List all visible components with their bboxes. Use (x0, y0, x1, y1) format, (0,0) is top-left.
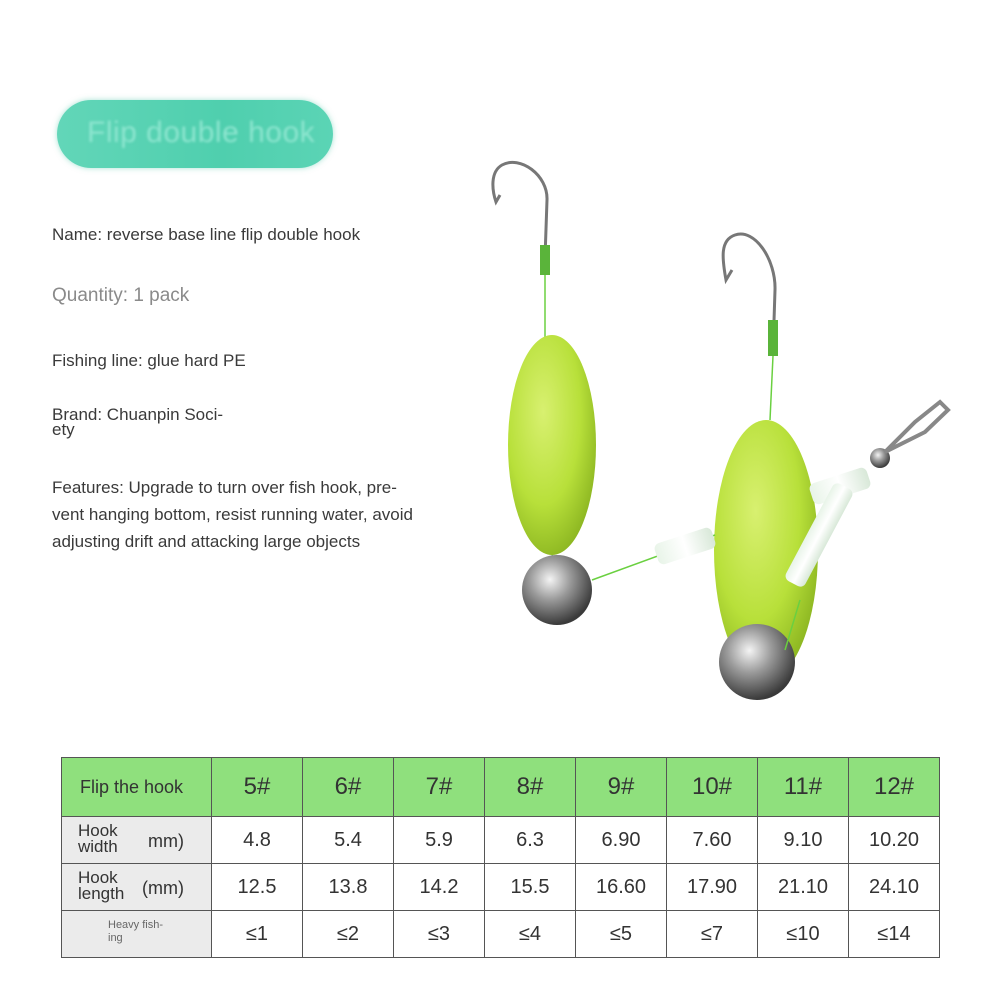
hook-length-label (62, 864, 212, 911)
table-cell: 7.60 (667, 817, 758, 864)
brand-line-1: Brand: Chuanpin Soci- (52, 405, 224, 424)
table-cell: 10.20 (849, 817, 940, 864)
table-cell: 16.60 (576, 864, 667, 911)
size-cell: 10# (667, 758, 758, 817)
size-cell: 8# (485, 758, 576, 817)
brand-text (52, 404, 223, 440)
left-hook-wrap (540, 245, 550, 275)
width-label-line-2: width (78, 837, 118, 856)
right-hook-icon (723, 234, 775, 352)
table-cell: 9.10 (758, 817, 849, 864)
width-unit: mm) (148, 831, 184, 851)
features-line-2: vent hanging bottom, resist running water, avoid (52, 505, 413, 524)
table-row (62, 817, 940, 864)
table-cell: 6.90 (576, 817, 667, 864)
table-cell: 21.10 (758, 864, 849, 911)
title-badge (57, 100, 333, 168)
name-text: Name: reverse base line flip double hook (52, 225, 361, 244)
size-cell: 7# (394, 758, 485, 817)
features-line-3: adjusting drift and attacking large objects (52, 532, 361, 551)
features-text (52, 474, 413, 555)
length-unit: (mm) (142, 878, 184, 898)
table-cell: ≤1 (212, 911, 303, 958)
heavy-label-line-1: Heavy fish- (108, 919, 164, 931)
right-sinker-ball (719, 624, 795, 700)
snap-clip (885, 402, 948, 452)
table-cell: ≤5 (576, 911, 667, 958)
right-hook-wrap (768, 320, 778, 356)
table-header-row (62, 758, 940, 817)
heavy-label-line-2: ing (108, 932, 123, 944)
quantity-text: Quantity: 1 pack (52, 285, 190, 306)
connector-tube-1 (653, 526, 717, 565)
length-label-line-2: length (78, 884, 125, 903)
left-hook-icon (493, 162, 547, 258)
table-cell: ≤3 (394, 911, 485, 958)
table-cell: 5.9 (394, 817, 485, 864)
hook-width-label (62, 817, 212, 864)
table-cell: ≤2 (303, 911, 394, 958)
table-cell: ≤10 (758, 911, 849, 958)
table-cell: 5.4 (303, 817, 394, 864)
table-cell: 4.8 (212, 817, 303, 864)
size-cell: 11# (758, 758, 849, 817)
hook-product-illustration (470, 140, 990, 720)
size-cell: 5# (212, 758, 303, 817)
left-float (508, 335, 596, 555)
title-text: Flip double hook (87, 116, 316, 149)
table-cell: 6.3 (485, 817, 576, 864)
table-row (62, 911, 940, 958)
size-cell: 6# (303, 758, 394, 817)
features-line-1: Features: Upgrade to turn over fish hook, pre- (52, 478, 397, 497)
table-cell: ≤4 (485, 911, 576, 958)
table-cell: 17.90 (667, 864, 758, 911)
fishing-line-text: Fishing line: glue hard PE (52, 351, 246, 370)
size-cell: 9# (576, 758, 667, 817)
table-cell: ≤14 (849, 911, 940, 958)
table-cell: 13.8 (303, 864, 394, 911)
brand-line-2: ety (52, 420, 75, 439)
heavy-fishing-label (62, 911, 212, 958)
table-cell: ≤7 (667, 911, 758, 958)
length-label-line-1: Hook (78, 868, 118, 887)
specification-table (61, 757, 940, 958)
table-row (62, 864, 940, 911)
header-label: Flip the hook (62, 758, 212, 817)
left-sinker-ball (522, 555, 592, 625)
table-cell: 12.5 (212, 864, 303, 911)
width-label-line-1: Hook (78, 821, 118, 840)
size-cell: 12# (849, 758, 940, 817)
table-cell: 14.2 (394, 864, 485, 911)
table-cell: 15.5 (485, 864, 576, 911)
table-cell: 24.10 (849, 864, 940, 911)
